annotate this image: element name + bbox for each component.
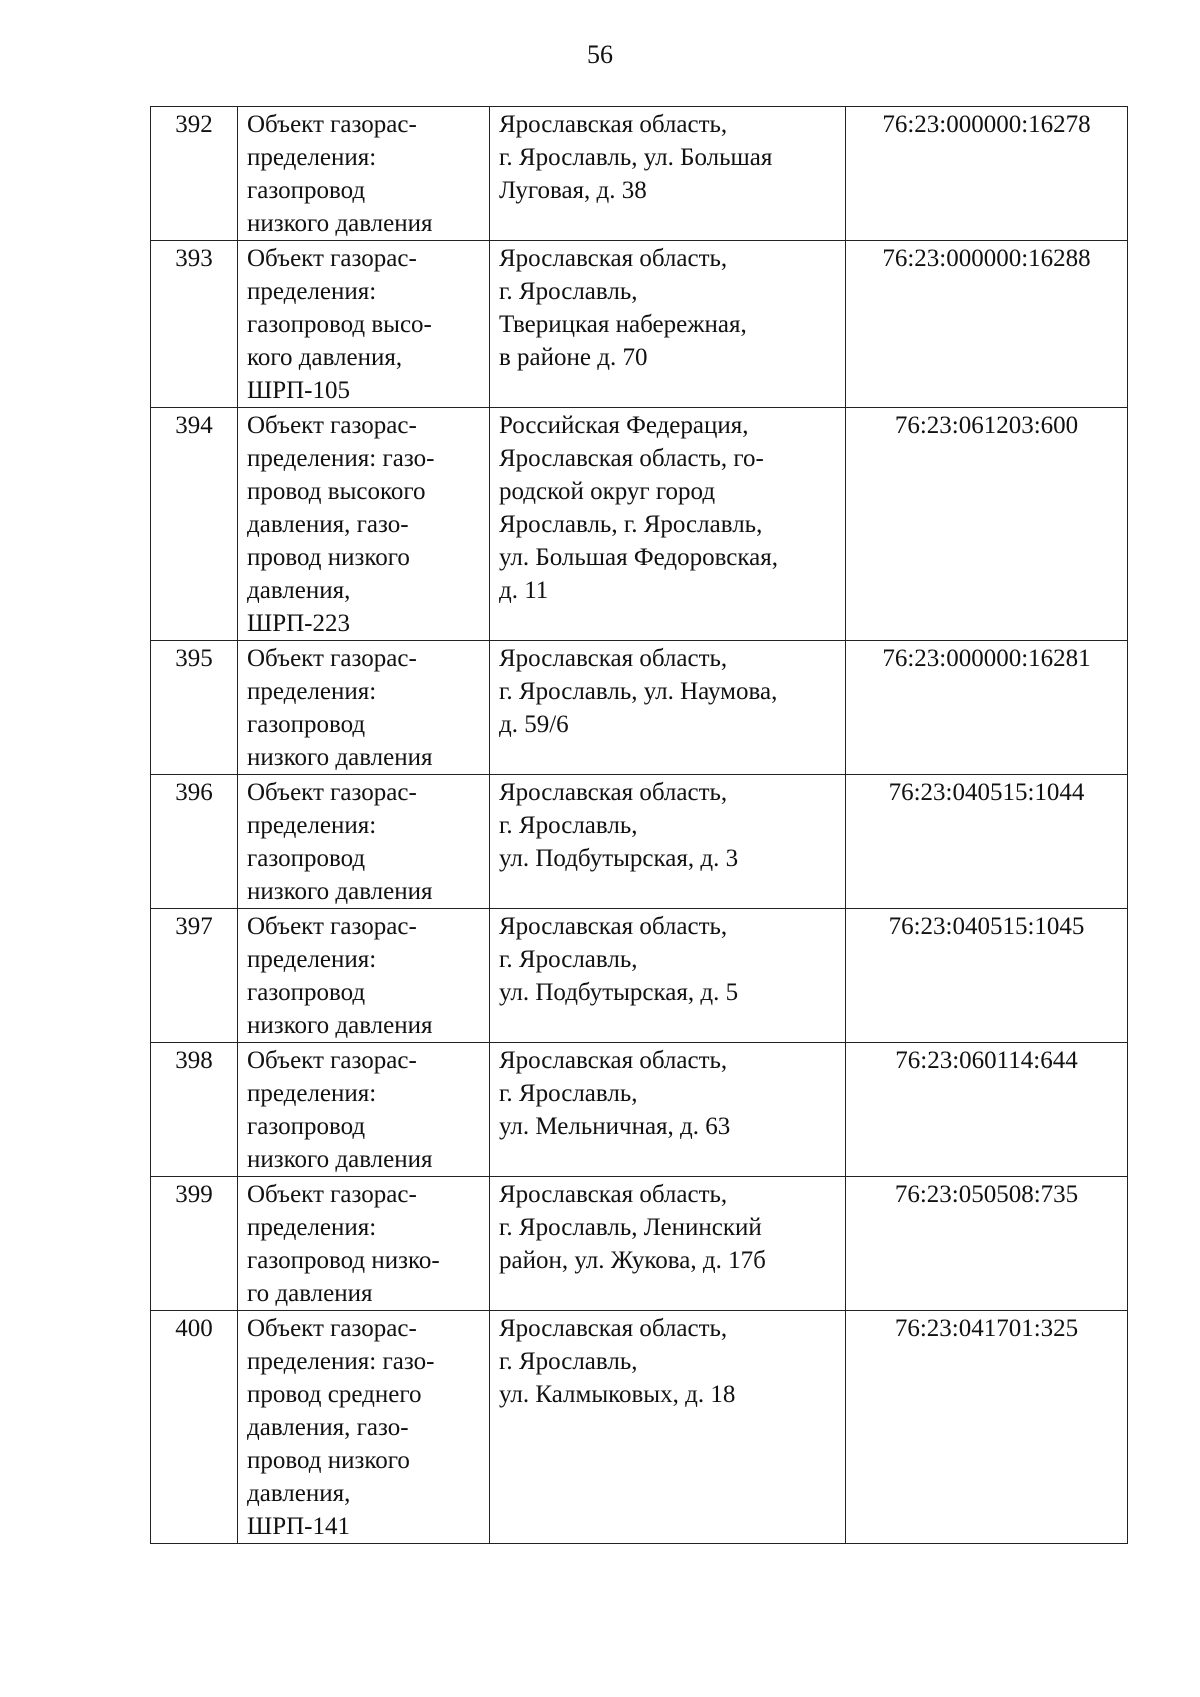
object-description: Объект газорас- пределения: газопровод низкого давления: [238, 107, 490, 241]
row-number: 397: [151, 909, 238, 1043]
object-address: Ярославская область, г. Ярославль, Тверицкая набережная, в районе д. 70: [490, 241, 846, 408]
table-row: [151, 241, 1128, 408]
row-number: 399: [151, 1177, 238, 1311]
table-row: [151, 775, 1128, 909]
object-description: Объект газорас- пределения: газопровод высо- кого давления, ШРП-105: [238, 241, 490, 408]
registry-table: [150, 106, 1128, 1544]
row-number: 396: [151, 775, 238, 909]
row-number: 400: [151, 1311, 238, 1544]
row-number: 395: [151, 641, 238, 775]
row-number: 393: [151, 241, 238, 408]
cadastral-number: 76:23:041701:325: [846, 1311, 1128, 1544]
row-number: 392: [151, 107, 238, 241]
object-address: Ярославская область, г. Ярославль, ул. Наумова, д. 59/6: [490, 641, 846, 775]
object-address: Ярославская область, г. Ярославль, ул. Мельничная, д. 63: [490, 1043, 846, 1177]
object-description: Объект газорас- пределения: газо- провод высокого давления, газо- провод низкого давления, ШРП-223: [238, 408, 490, 641]
table-row: [151, 1177, 1128, 1311]
object-address: Ярославская область, г. Ярославль, Ленинский район, ул. Жукова, д. 17б: [490, 1177, 846, 1311]
object-address: Ярославская область, г. Ярославль, ул. Калмыковых, д. 18: [490, 1311, 846, 1544]
page-number: 56: [587, 40, 613, 69]
cadastral-number: 76:23:061203:600: [846, 408, 1128, 641]
object-address: Ярославская область, г. Ярославль, ул. Подбутырская, д. 5: [490, 909, 846, 1043]
table-row: [151, 909, 1128, 1043]
table-row: [151, 641, 1128, 775]
table-row: [151, 1043, 1128, 1177]
object-address: Российская Федерация, Ярославская область, го- родской округ город Ярославль, г. Ярославль, ул. Большая Федоровская, д. 11: [490, 408, 846, 641]
cadastral-number: 76:23:000000:16278: [846, 107, 1128, 241]
table-row: [151, 408, 1128, 641]
object-description: Объект газорас- пределения: газо- провод среднего давления, газо- провод низкого давления, ШРП-141: [238, 1311, 490, 1544]
cadastral-number: 76:23:050508:735: [846, 1177, 1128, 1311]
table-row: [151, 1311, 1128, 1544]
object-description: Объект газорас- пределения: газопровод низкого давления: [238, 641, 490, 775]
cadastral-number: 76:23:060114:644: [846, 1043, 1128, 1177]
object-description: Объект газорас- пределения: газопровод низкого давления: [238, 909, 490, 1043]
table-row: [151, 107, 1128, 241]
cadastral-number: 76:23:000000:16288: [846, 241, 1128, 408]
cadastral-number: 76:23:040515:1045: [846, 909, 1128, 1043]
object-address: Ярославская область, г. Ярославль, ул. Большая Луговая, д. 38: [490, 107, 846, 241]
cadastral-number: 76:23:040515:1044: [846, 775, 1128, 909]
row-number: 398: [151, 1043, 238, 1177]
cadastral-number: 76:23:000000:16281: [846, 641, 1128, 775]
row-number: 394: [151, 408, 238, 641]
object-description: Объект газорас- пределения: газопровод низкого давления: [238, 775, 490, 909]
object-address: Ярославская область, г. Ярославль, ул. Подбутырская, д. 3: [490, 775, 846, 909]
object-description: Объект газорас- пределения: газопровод низко- го давления: [238, 1177, 490, 1311]
object-description: Объект газорас- пределения: газопровод низкого давления: [238, 1043, 490, 1177]
